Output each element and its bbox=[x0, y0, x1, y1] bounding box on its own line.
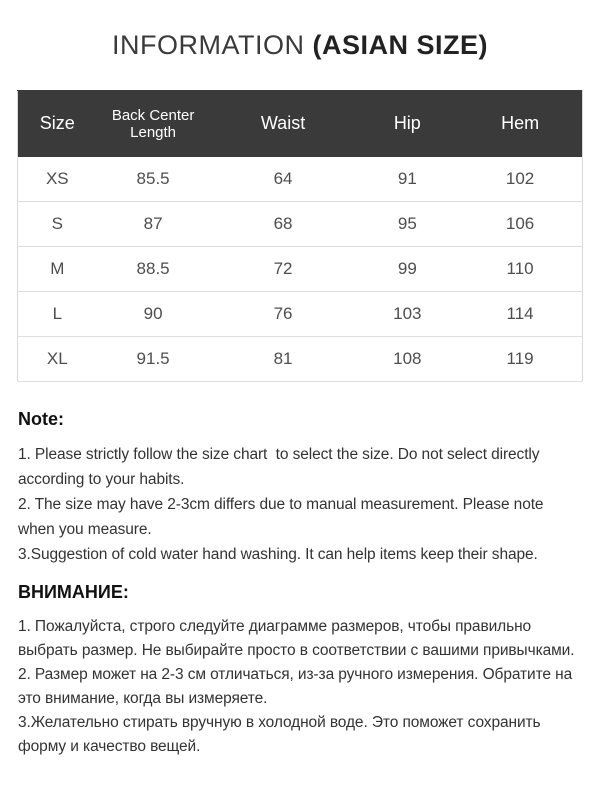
column-header-size: Size bbox=[18, 91, 97, 157]
table-row-xl bbox=[18, 337, 583, 382]
cell-hip: 95 bbox=[356, 202, 458, 247]
cell-waist: 64 bbox=[210, 157, 357, 202]
cell-back-center-length: 88.5 bbox=[97, 247, 210, 292]
notes-ru-section bbox=[18, 581, 582, 759]
cell-back-center-length: 91.5 bbox=[97, 337, 210, 382]
table-row-xs bbox=[18, 157, 583, 202]
table-row-l bbox=[18, 292, 583, 337]
cell-size: L bbox=[18, 292, 97, 337]
note-en-item-1: 1. Please strictly follow the size chart to select the size. Do not select directly according to your habits. bbox=[18, 446, 544, 488]
cell-hip: 99 bbox=[356, 247, 458, 292]
cell-back-center-length: 85.5 bbox=[97, 157, 210, 202]
column-header-waist: Waist bbox=[210, 91, 357, 157]
cell-waist: 72 bbox=[210, 247, 357, 292]
cell-hem: 119 bbox=[458, 337, 582, 382]
cell-size: S bbox=[18, 202, 97, 247]
column-header-hem: Hem bbox=[458, 91, 582, 157]
column-header-back-center-length: Back Center Length bbox=[97, 91, 210, 157]
note-ru-item-1: 1. Пожалуйста, строго следуйте диаграмме размеров, чтобы правильно выбрать размер. Не выбирайте просто в соответствии с вашими привычками. bbox=[18, 618, 575, 659]
table-row-m bbox=[18, 247, 583, 292]
notes-en-section bbox=[18, 408, 582, 567]
page-title-bold: (ASIAN SIZE) bbox=[312, 30, 488, 60]
column-header-hip: Hip bbox=[356, 91, 458, 157]
notes-en-heading: Note: bbox=[18, 409, 64, 429]
table-header-row bbox=[18, 91, 583, 157]
cell-size: M bbox=[18, 247, 97, 292]
cell-hem: 114 bbox=[458, 292, 582, 337]
size-chart-table bbox=[17, 90, 583, 382]
page-title bbox=[0, 27, 600, 63]
notes-en-body bbox=[18, 442, 582, 567]
cell-hem: 106 bbox=[458, 202, 582, 247]
cell-hem: 110 bbox=[458, 247, 582, 292]
cell-back-center-length: 87 bbox=[97, 202, 210, 247]
cell-waist: 81 bbox=[210, 337, 357, 382]
page-title-regular: INFORMATION bbox=[111, 30, 305, 60]
cell-waist: 68 bbox=[210, 202, 357, 247]
cell-hip: 91 bbox=[356, 157, 458, 202]
cell-waist: 76 bbox=[210, 292, 357, 337]
notes-ru-body bbox=[18, 615, 582, 759]
cell-hip: 108 bbox=[356, 337, 458, 382]
note-en-item-3: 3.Suggestion of cold water hand washing. It can help items keep their shape. bbox=[18, 546, 538, 563]
note-ru-item-3: 3.Желательно стирать вручную в холодной воде. Это поможет сохранить форму и качество вещей. bbox=[18, 714, 545, 755]
note-en-item-2: 2. The size may have 2-3cm differs due to manual measurement. Please note when you measure. bbox=[18, 496, 548, 538]
cell-back-center-length: 90 bbox=[97, 292, 210, 337]
cell-hip: 103 bbox=[356, 292, 458, 337]
cell-size: XS bbox=[18, 157, 97, 202]
cell-size: XL bbox=[18, 337, 97, 382]
table-row-s bbox=[18, 202, 583, 247]
note-ru-item-2: 2. Размер может на 2-3 см отличаться, из-за ручного измерения. Обратите на это внимание, когда вы измеряете. bbox=[18, 666, 577, 707]
cell-hem: 102 bbox=[458, 157, 582, 202]
notes-ru-heading: ВНИМАНИЕ: bbox=[18, 582, 129, 602]
